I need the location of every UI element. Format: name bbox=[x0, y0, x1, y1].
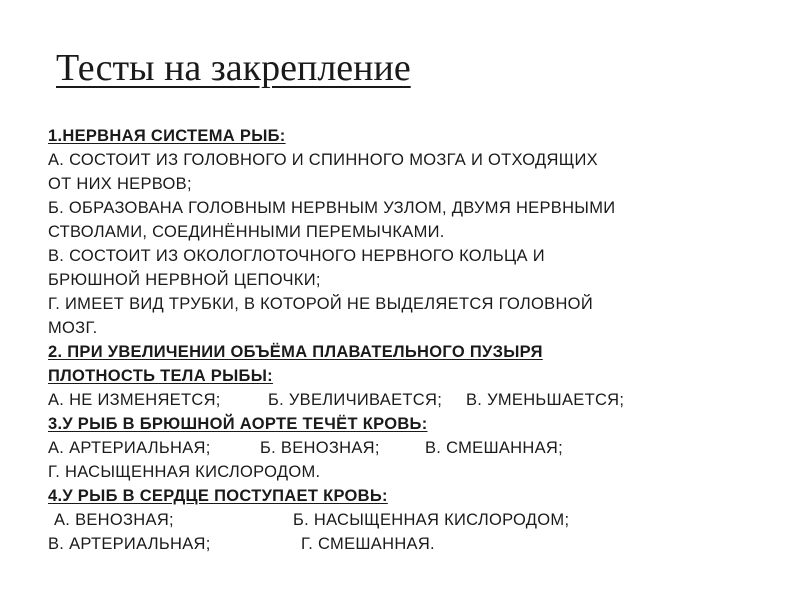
q2-option-a: А. НЕ ИЗМЕНЯЕТСЯ; bbox=[48, 391, 221, 409]
q2-option-c: В. УМЕНЬШАЕТСЯ; bbox=[466, 391, 625, 409]
q4-options-row-1 bbox=[48, 508, 748, 532]
question-1: 1.НЕРВНАЯ СИСТЕМА РЫБ: bbox=[48, 127, 286, 145]
slide-title: Тесты на закрепление bbox=[56, 47, 411, 89]
question-3: 3.У РЫБ В БРЮШНОЙ АОРТЕ ТЕЧЁТ КРОВЬ: bbox=[48, 415, 428, 433]
q3-option-b: Б. ВЕНОЗНАЯ; bbox=[260, 439, 380, 457]
q3-option-d: Г. НАСЫЩЕННАЯ КИСЛОРОДОМ. bbox=[48, 463, 321, 481]
q4-option-c: В. АРТЕРИАЛЬНАЯ; bbox=[48, 535, 211, 553]
q1-option-a-line2: ОТ НИХ НЕРВОВ; bbox=[48, 175, 192, 193]
q1-option-c-line1: В. СОСТОИТ ИЗ ОКОЛОГЛОТОЧНОГО НЕРВНОГО КОЛЬЦА И bbox=[48, 247, 545, 265]
q4-options-row-2 bbox=[48, 532, 748, 556]
question-2-line1: 2. ПРИ УВЕЛИЧЕНИИ ОБЪЁМА ПЛАВАТЕЛЬНОГО ПУЗЫРЯ bbox=[48, 343, 543, 361]
q3-option-c: В. СМЕШАННАЯ; bbox=[425, 439, 564, 457]
question-4: 4.У РЫБ В СЕРДЦЕ ПОСТУПАЕТ КРОВЬ: bbox=[48, 487, 388, 505]
question-2-line2: ПЛОТНОСТЬ ТЕЛА РЫБЫ: bbox=[48, 367, 273, 385]
q1-option-d-line1: Г. ИМЕЕТ ВИД ТРУБКИ, В КОТОРОЙ НЕ ВЫДЕЛЯЕТСЯ ГОЛОВНОЙ bbox=[48, 295, 593, 313]
q2-options-row bbox=[48, 388, 748, 412]
q1-option-b-line2: СТВОЛАМИ, СОЕДИНЁННЫМИ ПЕРЕМЫЧКАМИ. bbox=[48, 223, 445, 241]
q1-option-b-line1: Б. ОБРАЗОВАНА ГОЛОВНЫМ НЕРВНЫМ УЗЛОМ, ДВУМЯ НЕРВНЫМИ bbox=[48, 199, 616, 217]
q4-option-d: Г. СМЕШАННАЯ. bbox=[301, 535, 435, 553]
q1-option-d-line2: МОЗГ. bbox=[48, 319, 98, 337]
q4-option-a: А. ВЕНОЗНАЯ; bbox=[54, 511, 174, 529]
q3-options-row bbox=[48, 436, 748, 460]
q3-option-a: А. АРТЕРИАЛЬНАЯ; bbox=[48, 439, 211, 457]
q1-option-c-line2: БРЮШНОЙ НЕРВНОЙ ЦЕПОЧКИ; bbox=[48, 271, 321, 289]
q2-option-b: Б. УВЕЛИЧИВАЕТСЯ; bbox=[268, 391, 443, 409]
quiz-body bbox=[48, 124, 748, 556]
q4-option-b: Б. НАСЫЩЕННАЯ КИСЛОРОДОМ; bbox=[293, 511, 570, 529]
q1-option-a-line1: А. СОСТОИТ ИЗ ГОЛОВНОГО И СПИННОГО МОЗГА И ОТХОДЯЩИХ bbox=[48, 151, 598, 169]
